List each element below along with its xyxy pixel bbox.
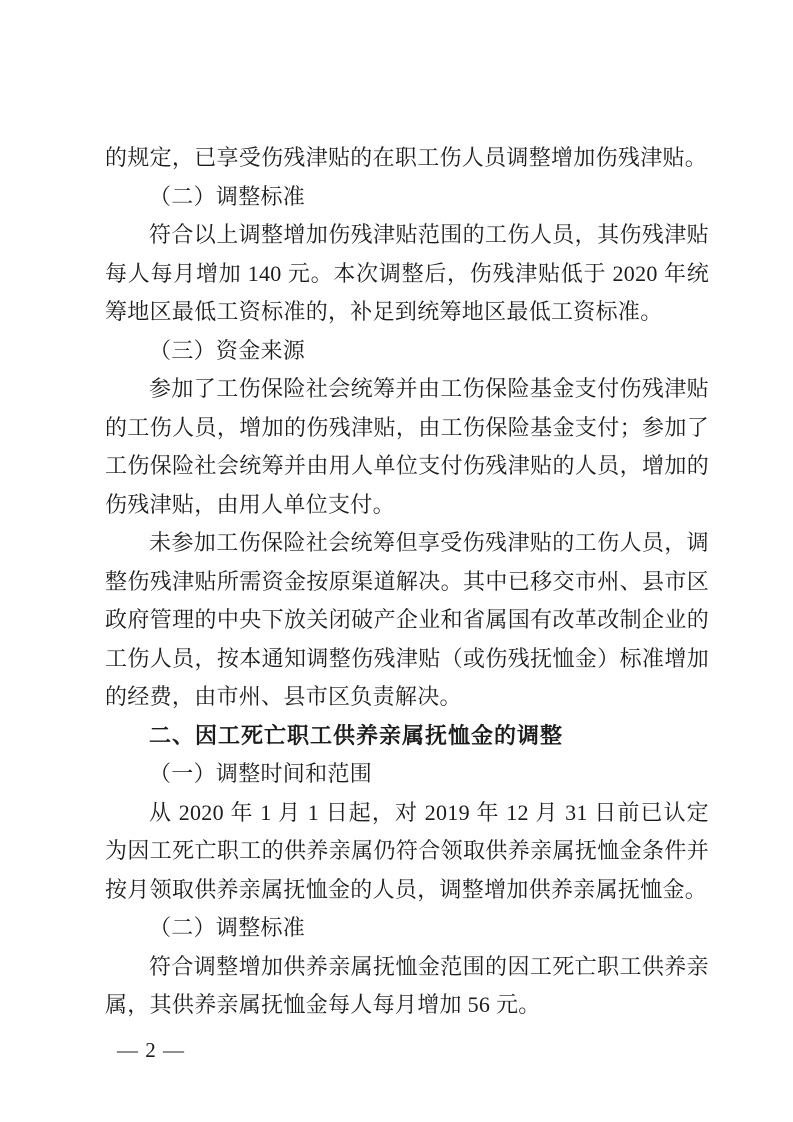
section-subheading-adjust-standard-1: （二）调整标准 [149, 183, 306, 209]
document-body [105, 139, 709, 1025]
section-subheading-funding-source: （三）资金来源 [149, 337, 306, 363]
paragraph-adjust-standard-2: 符合调整增加供养亲属抚恤金范围的因工死亡职工供养亲属，其供养亲属抚恤金每人每月增加 56 元。 [105, 953, 709, 1017]
paragraph-funding-source-uninsured: 未参加工伤保险社会统筹但享受伤残津贴的工伤人员，调整伤残津贴所需资金按原渠道解决。其中已移交市州、县市区政府管理的中央下放关闭破产企业和省属国有改革改制企业的工伤人员，按本通知调整伤残津贴（或伤残抚恤金）标准增加的经费，由市州、县市区负责解决。 [105, 530, 709, 709]
section-subheading-adjust-standard-2: （二）调整标准 [149, 915, 306, 940]
page-number: — 2 — [117, 1038, 185, 1062]
paragraph-adjust-standard-1: 符合以上调整增加伤残津贴范围的工伤人员，其伤残津贴每人每月增加 140 元。本次调整后，伤残津贴低于 2020 年统筹地区最低工资标准的，补足到统筹地区最低工资标准。 [105, 222, 709, 324]
paragraph-time-and-scope: 从 2020 年 1 月 1 日起，对 2019 年 12 月 31 日前已认定为因工死亡职工的供养亲属仍符合领取供养亲属抚恤金条件并按月领取供养亲属抚恤金的人员，调整增加供养亲属抚恤金。 [105, 799, 709, 902]
section-subheading-time-and-scope: （一）调整时间和范围 [149, 761, 373, 786]
paragraph-funding-source-insured: 参加了工伤保险社会统筹并由工伤保险基金支付伤残津贴的工伤人员，增加的伤残津贴，由工伤保险基金支付；参加了工伤保险社会统筹并由用人单位支付伤残津贴的人员，增加的伤残津贴，由用人单位支付。 [105, 376, 709, 517]
paragraph-continuation: 的规定，已享受伤残津贴的在职工伤人员调整增加伤残津贴。 [105, 145, 708, 170]
section-heading-survivor-pension: 二、因工死亡职工供养亲属抚恤金的调整 [149, 722, 564, 748]
page-footer [117, 1038, 185, 1063]
